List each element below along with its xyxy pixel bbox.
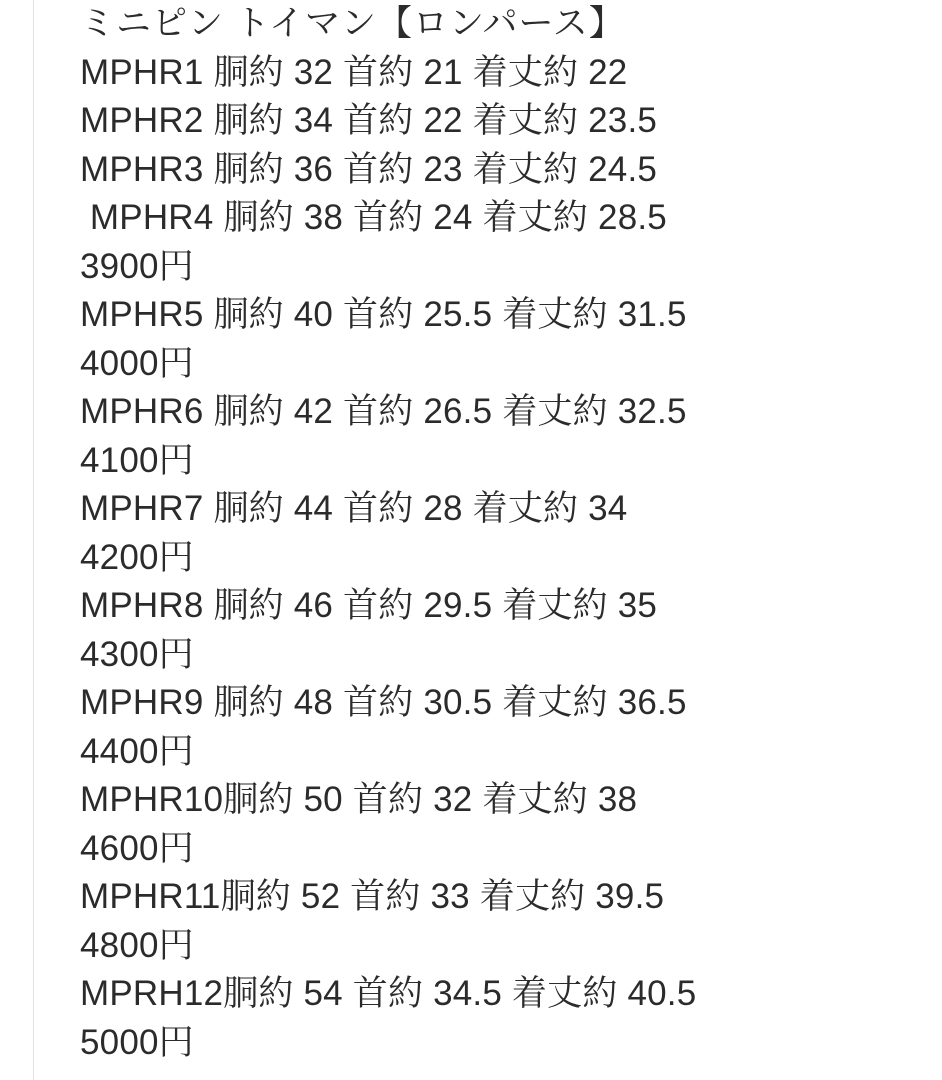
price-line-mprh12: 5000円 xyxy=(80,1022,194,1062)
price-line-mphr5: 4000円 xyxy=(80,343,194,383)
price-line-mphr9: 4400円 xyxy=(80,731,194,771)
size-line-mphr4: MPHR4 胴約 38 首約 24 着丈約 28.5 xyxy=(80,198,667,237)
price-line-mphr4: 3900円 xyxy=(80,246,194,286)
size-line-mphr9: MPHR9 胴約 48 首約 30.5 着丈約 36.5 xyxy=(80,683,687,722)
size-line-mphr2: MPHR2 胴約 34 首約 22 着丈約 23.5 xyxy=(80,101,658,140)
size-line-mphr8: MPHR8 胴約 46 首約 29.5 着丈約 35 xyxy=(80,586,658,625)
document-title: ミニピン トイマン【ロンパース】 xyxy=(80,4,625,43)
price-line-mphr10: 4600円 xyxy=(80,828,194,868)
price-line-mphr11: 4800円 xyxy=(80,925,194,965)
size-line-mphr11: MPHR11胴約 52 首約 33 着丈約 39.5 xyxy=(80,877,665,916)
document-text-block xyxy=(80,0,932,1067)
size-line-mphr5: MPHR5 胴約 40 首約 25.5 着丈約 31.5 xyxy=(80,295,687,334)
left-margin-rule xyxy=(33,0,34,1080)
size-line-mphr1: MPHR1 胴約 32 首約 21 着丈約 22 xyxy=(80,52,628,92)
size-line-mprh12: MPRH12胴約 54 首約 34.5 着丈約 40.5 xyxy=(80,974,697,1013)
size-line-mphr6: MPHR6 胴約 42 首約 26.5 着丈約 32.5 xyxy=(80,392,687,431)
price-line-mphr8: 4300円 xyxy=(80,634,194,674)
price-line-mphr7: 4200円 xyxy=(80,537,194,577)
size-line-mphr10: MPHR10胴約 50 首約 32 着丈約 38 xyxy=(80,780,638,819)
size-line-mphr7: MPHR7 胴約 44 首約 28 着丈約 34 xyxy=(80,489,628,528)
price-line-mphr6: 4100円 xyxy=(80,440,194,480)
size-line-mphr3: MPHR3 胴約 36 首約 23 着丈約 24.5 xyxy=(80,149,658,189)
